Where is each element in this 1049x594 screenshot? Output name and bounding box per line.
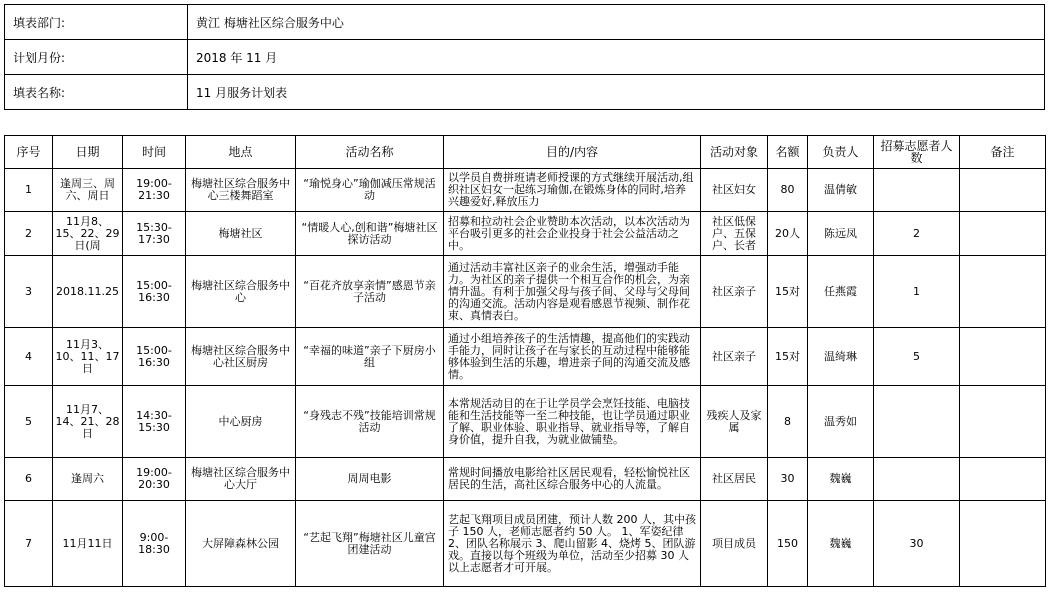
dept-label: 填表部门:: [5, 5, 188, 40]
header-volunteers: 招募志愿者人数: [874, 136, 960, 169]
cell-activity: “身残志不残”技能培训常规活动: [296, 386, 444, 458]
cell-seq: 4: [5, 328, 53, 386]
cell-owner: 温绮琳: [808, 328, 874, 386]
header-remark: 备注: [960, 136, 1046, 169]
cell-activity: 周周电影: [296, 458, 444, 501]
cell-seq: 3: [5, 256, 53, 328]
cell-quota: 150: [768, 501, 808, 587]
cell-volunteers: [874, 458, 960, 501]
cell-place: 梅塘社区: [186, 212, 296, 256]
cell-date: 2018.11.25: [53, 256, 123, 328]
cell-place: 中心厨房: [186, 386, 296, 458]
title-row: [5, 75, 1045, 110]
cell-seq: 2: [5, 212, 53, 256]
cell-quota: 20人: [768, 212, 808, 256]
header-target: 活动对象: [701, 136, 768, 169]
cell-volunteers: 5: [874, 328, 960, 386]
table-row: [5, 169, 1046, 212]
cell-quota: 15对: [768, 256, 808, 328]
cell-target: 社区亲子: [701, 256, 768, 328]
cell-target: 社区妇女: [701, 169, 768, 212]
cell-remark: [960, 256, 1046, 328]
cell-content: 艺起飞翔项目成员团建，预计人数 200 人，其中孩子 150 人，老师志愿者约 50 人。 1、军姿纪律 2、团队名称展示 3、爬山留影 4、烧烤 5、团队游戏。直接以每个班级为单位，活动至少招募 30 人以上志愿者才可开展。: [444, 501, 701, 587]
cell-activity: “情暖人心,创和谐”梅塘社区探访活动: [296, 212, 444, 256]
cell-content: 通过活动丰富社区亲子的业余生活，增强动手能力。为社区的亲子提供一个相互合作的机会，为亲情升温。有利于加强父母与孩子间、父母与父母间的沟通交流。活动内容是观看感恩节视频、制作花束、真情表白。: [444, 256, 701, 328]
service-plan-table: [4, 135, 1046, 587]
cell-place: 梅塘社区综合服务中心三楼舞蹈室: [186, 169, 296, 212]
cell-date: 11月11日: [53, 501, 123, 587]
table-row: [5, 256, 1046, 328]
cell-time: 19:00-20:30: [123, 458, 186, 501]
table-row: [5, 212, 1046, 256]
cell-place: 梅塘社区综合服务中心大厅: [186, 458, 296, 501]
cell-place: 大屏障森林公园: [186, 501, 296, 587]
cell-volunteers: [874, 169, 960, 212]
header-owner: 负责人: [808, 136, 874, 169]
cell-quota: 80: [768, 169, 808, 212]
cell-owner: 温秀如: [808, 386, 874, 458]
cell-activity: “百花齐放享亲情”感恩节亲子活动: [296, 256, 444, 328]
cell-target: 社区居民: [701, 458, 768, 501]
month-row: [5, 40, 1045, 75]
cell-volunteers: 30: [874, 501, 960, 587]
cell-activity: “瑜悦身心”瑜伽减压常规活动: [296, 169, 444, 212]
header-activity: 活动名称: [296, 136, 444, 169]
cell-time: 19:00-21:30: [123, 169, 186, 212]
header-time: 时间: [123, 136, 186, 169]
header-date: 日期: [53, 136, 123, 169]
table-row: [5, 458, 1046, 501]
cell-time: 15:00-16:30: [123, 328, 186, 386]
cell-target: 项目成员: [701, 501, 768, 587]
title-label: 填表名称:: [5, 75, 188, 110]
cell-content: 通过小组培养孩子的生活情趣，提高他们的实践动手能力，同时让孩子在与家长的互动过程中能够能够体验到生活的乐趣，增进亲子间的沟通交流及感情。: [444, 328, 701, 386]
cell-date: 逢周三、周六、周日: [53, 169, 123, 212]
cell-remark: [960, 458, 1046, 501]
cell-owner: 魏巍: [808, 501, 874, 587]
cell-place: 梅塘社区综合服务中心: [186, 256, 296, 328]
cell-target: 残疾人及家属: [701, 386, 768, 458]
title-value: 11 月服务计划表: [188, 75, 1045, 110]
cell-volunteers: 1: [874, 256, 960, 328]
header-content: 目的/内容: [444, 136, 701, 169]
table-header-row: [5, 136, 1046, 169]
cell-activity: “幸福的味道”亲子下厨房小组: [296, 328, 444, 386]
cell-time: 9:00-18:30: [123, 501, 186, 587]
cell-seq: 7: [5, 501, 53, 587]
dept-value: 黄江 梅塘社区综合服务中心: [188, 5, 1045, 40]
cell-owner: 陈远凤: [808, 212, 874, 256]
cell-target: 社区亲子: [701, 328, 768, 386]
cell-time: 15:00-16:30: [123, 256, 186, 328]
cell-remark: [960, 169, 1046, 212]
cell-content: 以学员自费拼班请老师授课的方式继续开展活动,组织社区妇女一起练习瑜伽,在锻炼身体的同时,培养兴趣爱好,释放压力: [444, 169, 701, 212]
cell-remark: [960, 501, 1046, 587]
cell-quota: 8: [768, 386, 808, 458]
cell-quota: 15对: [768, 328, 808, 386]
cell-seq: 6: [5, 458, 53, 501]
cell-date: 11月3、10、11、17日: [53, 328, 123, 386]
cell-target: 社区低保户、五保户、长者: [701, 212, 768, 256]
cell-content: 本常规活动目的在于让学员学会烹饪技能、电脑技能和生活技能等一至二种技能，也让学员通过职业了解、职业体验、职业指导、就业指导等，了解自身价值，提升自我，为就业做铺垫。: [444, 386, 701, 458]
header-info-table: [4, 4, 1045, 110]
cell-quota: 30: [768, 458, 808, 501]
cell-content: 招募和拉动社会企业赞助本次活动，以本次活动为平台吸引更多的社会企业投身于社会公益活动之中。: [444, 212, 701, 256]
cell-remark: [960, 328, 1046, 386]
cell-place: 梅塘社区综合服务中心社区厨房: [186, 328, 296, 386]
cell-date: 11月7、14、21、28日: [53, 386, 123, 458]
table-row: [5, 501, 1046, 587]
cell-time: 15:30-17:30: [123, 212, 186, 256]
cell-owner: 魏巍: [808, 458, 874, 501]
header-seq: 序号: [5, 136, 53, 169]
cell-activity: “艺起飞翔”梅塘社区儿童宫团建活动: [296, 501, 444, 587]
cell-content: 常规时间播放电影给社区居民观看，轻松愉悦社区居民的生活，高社区综合服务中心的人流量。: [444, 458, 701, 501]
cell-date: 11月8、15、22、29日(周: [53, 212, 123, 256]
cell-seq: 5: [5, 386, 53, 458]
cell-remark: [960, 386, 1046, 458]
cell-remark: [960, 212, 1046, 256]
dept-row: [5, 5, 1045, 40]
cell-date: 逢周六: [53, 458, 123, 501]
table-row: [5, 328, 1046, 386]
cell-volunteers: 2: [874, 212, 960, 256]
header-quota: 名额: [768, 136, 808, 169]
cell-owner: 任燕霞: [808, 256, 874, 328]
month-label: 计划月份:: [5, 40, 188, 75]
cell-owner: 温倩敏: [808, 169, 874, 212]
cell-seq: 1: [5, 169, 53, 212]
header-place: 地点: [186, 136, 296, 169]
table-row: [5, 386, 1046, 458]
cell-time: 14:30-15:30: [123, 386, 186, 458]
cell-volunteers: [874, 386, 960, 458]
month-value: 2018 年 11 月: [188, 40, 1045, 75]
